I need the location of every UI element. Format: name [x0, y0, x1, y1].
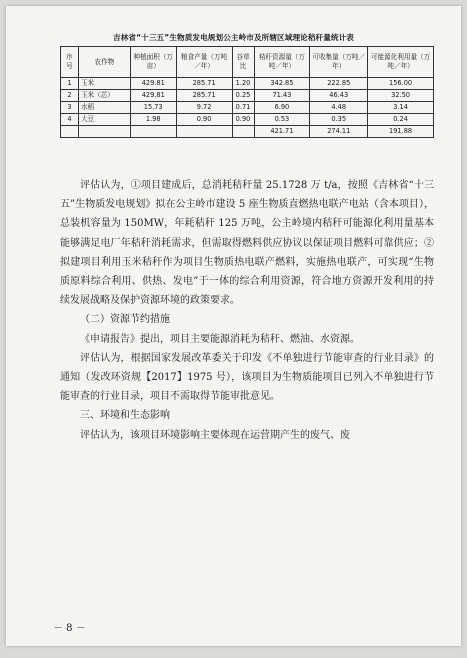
paragraph-assessment-straw: 评估认为，①项目建成后，总消耗秸秆量 25.1728 万 t/a，按照《吉林省“十三五”生物质发电规划》拟在公主岭市建设 5 座生物质直燃热电联产电站（含本项目），总装机容量为 150MW，年耗秸秆 125 万吨，公主岭境内秸秆可能源化利用量基本能够满足电厂年秸秆消耗需求，但需取得燃料供应协议以保证项目燃料可靠供应；②拟建项目利用玉米秸秆作为项目生物质热电联产燃料，实施热电联产，可实现“生物质原料综合利用、供热、发电”于一体的综合利用资源，符合地方资源开发利用的持续发展战略及保护资源环境的政策要求。 — [60, 180, 434, 307]
cell-energy-usable: 156.00 — [368, 78, 434, 90]
cell-index: 4 — [61, 114, 79, 126]
body-text — [60, 176, 434, 445]
cell-collectable-total: 274.11 — [310, 126, 368, 138]
cell-index: 1 — [61, 78, 79, 90]
cell-index: 2 — [61, 90, 79, 102]
cell-index — [61, 126, 79, 138]
cell-grain-output: 285.71 — [176, 90, 232, 102]
table-total-row — [61, 126, 434, 138]
cell-energy-usable-total: 191.88 — [368, 126, 434, 138]
paragraph-assessment-energy-review: 评估认为，根据国家发展改革委关于印发《不单独进行节能审查的行业目录》的通知（发改环资规【2017】1975 号），该项目为生物质能项目已列入不单独进行节能审查的行业目录，项目不需取得节能审批意见。 — [60, 352, 434, 403]
cell-energy-usable: 32.50 — [368, 90, 434, 102]
paragraph-assessment-environment: 评估认为，该项目环境影响主要体现在运营期产生的废气、废 — [80, 429, 350, 441]
table-row — [61, 78, 434, 90]
document-page — [6, 6, 461, 646]
page-number: － 8 － — [53, 623, 86, 634]
section-heading-resource-saving: （二）资源节约措施 — [80, 314, 170, 326]
cell-straw-resource: 71.43 — [254, 90, 310, 102]
cell-straw-resource: 0.53 — [254, 114, 310, 126]
cell-straw-ratio: 1.20 — [232, 78, 254, 90]
cell-collectable: 222.85 — [310, 78, 368, 90]
cell-crop — [78, 126, 130, 138]
cell-straw-resource: 6.90 — [254, 102, 310, 114]
cell-straw-ratio — [232, 126, 254, 138]
cell-straw-ratio: 0.25 — [232, 90, 254, 102]
cell-energy-usable: 3.14 — [368, 102, 434, 114]
cell-area: 1.98 — [130, 114, 176, 126]
section-heading-environment: 三、环境和生态影响 — [80, 410, 170, 422]
cell-area: 429.81 — [130, 78, 176, 90]
cell-crop: 玉米（芯） — [78, 90, 130, 102]
cell-grain-output: 9.72 — [176, 102, 232, 114]
cell-energy-usable: 0.24 — [368, 114, 434, 126]
table-row — [61, 114, 434, 126]
header-area: 种植面积（万亩） — [130, 47, 176, 78]
cell-index: 3 — [61, 102, 79, 114]
cell-area — [130, 126, 176, 138]
cell-collectable: 4.48 — [310, 102, 368, 114]
cell-straw-resource-total: 421.71 — [254, 126, 310, 138]
table-row — [61, 90, 434, 102]
header-straw-ratio: 谷草比 — [232, 47, 254, 78]
cell-grain-output — [176, 126, 232, 138]
cell-crop: 玉米 — [78, 78, 130, 90]
straw-statistics-table — [60, 46, 434, 138]
table-row — [61, 102, 434, 114]
cell-crop: 水稻 — [78, 102, 130, 114]
cell-area: 15.73 — [130, 102, 176, 114]
cell-straw-resource: 342.85 — [254, 78, 310, 90]
cell-collectable: 0.35 — [310, 114, 368, 126]
cell-straw-ratio: 0.71 — [232, 102, 254, 114]
table-header-row — [61, 47, 434, 78]
header-crop: 农作物 — [78, 47, 130, 78]
header-grain-output: 粮食产量（万吨／年） — [176, 47, 232, 78]
cell-straw-ratio: 0.90 — [232, 114, 254, 126]
header-straw-resource: 秸秆资源量（万吨／年） — [254, 47, 310, 78]
cell-grain-output: 0.90 — [176, 114, 232, 126]
cell-area: 429.81 — [130, 90, 176, 102]
cell-crop: 大豆 — [78, 114, 130, 126]
table-title: 吉林省“十三五”生物质发电规划公主岭市及所辖区域理论秸秆量统计表 — [113, 33, 354, 42]
header-index: 序号 — [61, 47, 79, 78]
header-collectable: 可收集量（万吨／年） — [310, 47, 368, 78]
cell-collectable: 46.43 — [310, 90, 368, 102]
paragraph-energy-consumption: 《申请报告》提出，项目主要能源消耗为秸秆、燃油、水资源。 — [80, 333, 360, 345]
header-energy-usable: 可能源化利用量（万吨／年） — [368, 47, 434, 78]
cell-grain-output: 285.71 — [176, 78, 232, 90]
